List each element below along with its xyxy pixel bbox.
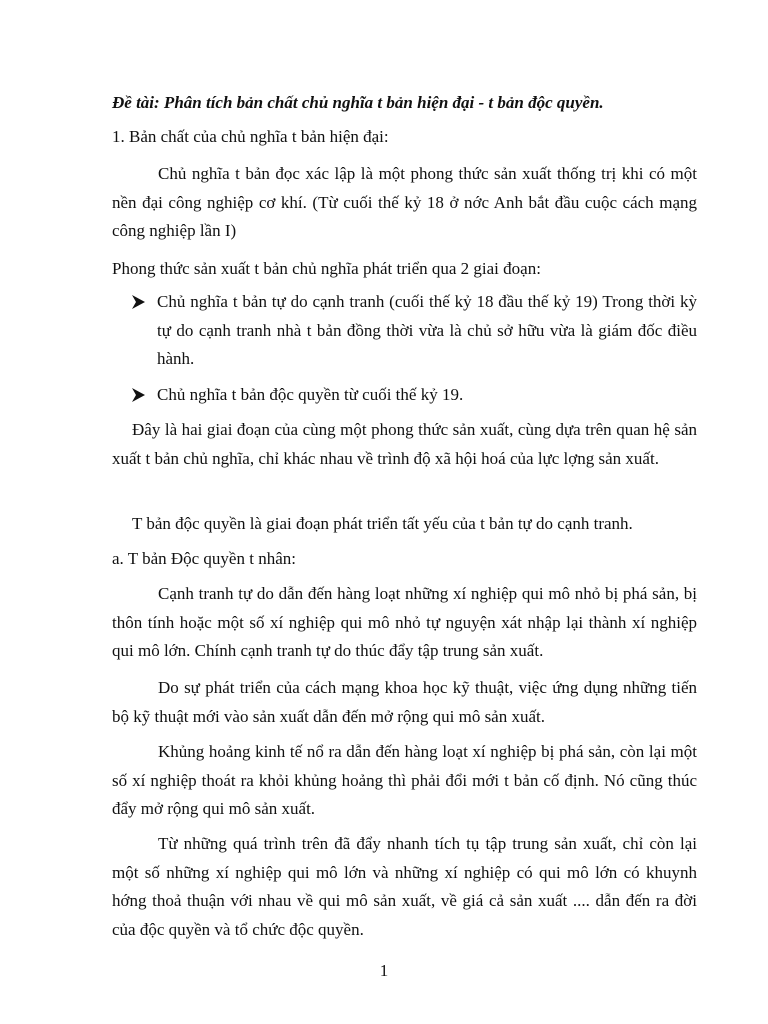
paragraph: Phong thức sản xuất t bản chủ nghĩa phát triển qua 2 giai đoạn: xyxy=(112,259,541,278)
paragraph: Do sự phát triển của cách mạng khoa học kỹ thuật, việc ứng dụng những tiến bộ kỹ thuật mới vào sản xuất dẫn đến mở rộng qui mô sản xuất. xyxy=(112,678,697,726)
paragraph: T bản độc quyền là giai đoạn phát triển tất yếu của t bản tự do cạnh tranh. xyxy=(132,514,633,533)
bullet-list xyxy=(132,288,697,409)
bullet-item xyxy=(132,288,697,374)
bullet-item xyxy=(132,381,697,410)
paragraph: Từ những quá trình trên đã đẩy nhanh tích tụ tập trung sản xuất, chỉ còn lại một số những xí nghiệp qui mô lớn và những xí nghiệp có qui mô lớn có khuynh hớng thoả thuận với nhau về qui mô sản xuất, về giá cả sản xuất .... dẫn đến ra đời của độc quyền và tổ chức độc quyền. xyxy=(112,834,697,939)
document-title: Đề tài: Phân tích bản chất chủ nghĩa t bản hiện đại - t bản độc quyền. xyxy=(112,93,604,112)
paragraph: Khủng hoảng kinh tế nổ ra dẫn đến hàng loạt xí nghiệp bị phá sản, còn lại một số xí nghiệp thoát ra khỏi khủng hoảng thì phải đổi mới t bản cố định. Nó cũng thúc đẩy mở rộng qui mô sản xuất. xyxy=(112,742,697,818)
paragraph: Cạnh tranh tự do dẫn đến hàng loạt những xí nghiệp qui mô nhỏ bị phá sản, bị thôn tính hoặc một số xí nghiệp qui mô nhỏ tự nguyện xát nhập lại thành xí nghiệp qui mô lớn. Chính cạnh tranh tự do thúc đẩy tập trung sản xuất. xyxy=(112,584,697,660)
section-heading: 1. Bản chất của chủ nghĩa t bản hiện đại: xyxy=(112,127,389,146)
arrowhead-bullet-icon xyxy=(132,295,145,309)
arrowhead-bullet-icon xyxy=(132,388,145,402)
bullet-text: Chủ nghĩa t bản độc quyền từ cuối thế kỷ 19. xyxy=(157,384,464,404)
page-number: 1 xyxy=(379,961,389,980)
paragraph: Đây là hai giai đoạn của cùng một phong thức sản xuất, cùng dựa trên quan hệ sản xuất t bản chủ nghĩa, chỉ khác nhau về trình độ xã hội hoá của lực lợng sản xuất. xyxy=(112,420,697,468)
paragraph: Chủ nghĩa t bản đọc xác lập là một phong thức sản xuất thống trị khi có một nền đại công nghiệp cơ khí. (Từ cuối thế kỷ 18 ở nớc Anh bắt đầu cuộc cách mạng công nghiệp lần I) xyxy=(112,164,697,240)
bullet-text: Chủ nghĩa t bản tự do cạnh tranh (cuối thế kỷ 18 đầu thế kỷ 19) Trong thời kỳ tự do cạnh tranh nhà t bản đồng thời vừa là chủ sở hữu vừa là giám đốc điều hành. xyxy=(157,292,697,368)
sub-heading: a. T bản Độc quyền t nhân: xyxy=(112,549,296,568)
